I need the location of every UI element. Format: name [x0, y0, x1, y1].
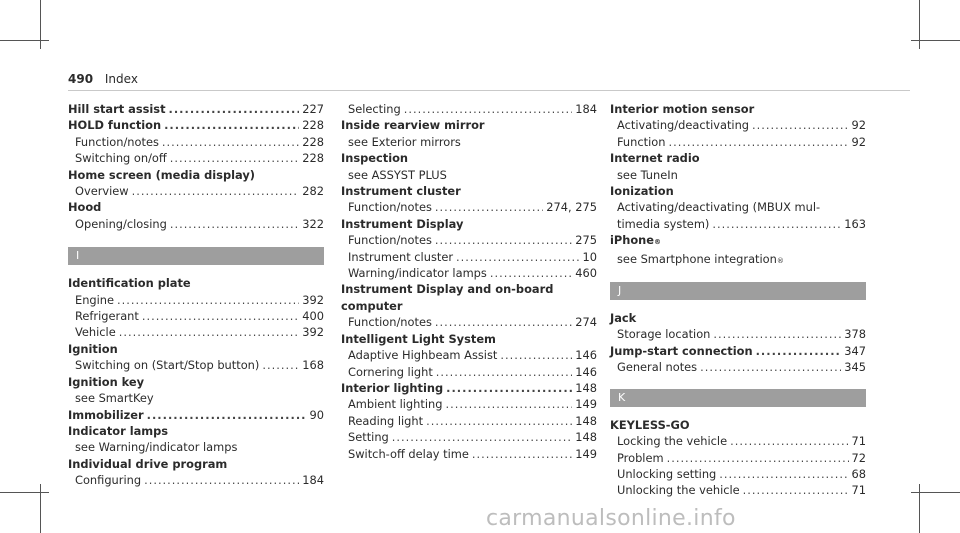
index-entry [68, 456, 324, 489]
page-ref: 274 [575, 315, 597, 330]
subentry-line [348, 232, 597, 248]
index-entry [341, 101, 597, 117]
page-ref: 400 [302, 309, 324, 324]
heading-line [610, 232, 866, 250]
index-subentry [341, 396, 597, 412]
index-entry [610, 310, 866, 343]
dot-leader [262, 357, 299, 373]
heading-line [341, 216, 597, 232]
index-heading [341, 216, 597, 232]
entry-text: Reading light [348, 413, 424, 428]
index-heading [610, 343, 866, 359]
index-subentry [610, 117, 866, 133]
entry-text: Hood [68, 200, 102, 215]
index-entry [68, 199, 324, 232]
dot-leader [164, 117, 299, 133]
index-subentry [341, 364, 597, 380]
subentry-line [348, 134, 597, 150]
entry-text: Unlocking the vehicle [617, 483, 740, 498]
subentry-line [75, 357, 324, 373]
page-ref: 149 [575, 397, 597, 412]
index-subentry [610, 450, 866, 466]
index-heading [341, 331, 597, 347]
index-subentry [341, 347, 597, 363]
heading-line [341, 331, 597, 347]
index-entry [341, 380, 597, 462]
index-subentry [341, 429, 597, 445]
heading-line [68, 275, 324, 291]
index-subentry [610, 359, 866, 375]
dot-leader [472, 446, 572, 462]
index-subentry [341, 314, 597, 330]
subentry-line [348, 101, 597, 117]
crop-mark [911, 492, 960, 493]
page-ref: 392 [302, 292, 324, 307]
page-number: 490 [68, 72, 94, 86]
index-column-3 [610, 101, 866, 499]
entry-text: see SmartKey [75, 391, 154, 406]
index-column-2 [341, 101, 597, 462]
index-heading [610, 310, 866, 326]
crop-mark [40, 0, 41, 49]
index-heading [68, 456, 324, 472]
page-ref: 227 [302, 102, 324, 116]
dot-leader [426, 413, 572, 429]
page-ref: 148 [575, 413, 597, 428]
index-subentry [341, 446, 597, 462]
index-subentry [610, 199, 866, 215]
subentry-line [75, 439, 324, 455]
entry-text: Selecting [348, 102, 401, 116]
index-column-1 [68, 101, 324, 489]
entry-text: Activating/deactivating [617, 118, 750, 133]
index-subentry [341, 265, 597, 281]
index-subentry [610, 433, 866, 449]
index-subentry [610, 482, 866, 498]
dot-leader [435, 199, 543, 215]
page-ref: 392 [302, 325, 324, 340]
entry-text: Individual drive program [68, 456, 228, 471]
dot-leader [436, 364, 572, 380]
index-entry [341, 281, 597, 330]
page-ref: 92 [851, 118, 866, 133]
entry-text: Interior lighting [341, 380, 444, 395]
index-subentry [68, 308, 324, 324]
entry-text: Vehicle [75, 325, 116, 340]
entry-text: Ignition key [68, 374, 145, 389]
subentry-line [617, 199, 866, 215]
heading-line [68, 167, 324, 183]
subentry-line [348, 396, 597, 412]
page-ref: 228 [302, 151, 324, 166]
heading-line [341, 150, 597, 166]
index-heading [610, 183, 866, 199]
section-letter-i: I [68, 247, 324, 265]
dot-leader [162, 134, 299, 150]
entry-text: Function/notes [75, 134, 159, 149]
index-heading [610, 101, 866, 117]
dot-leader [446, 380, 572, 396]
page-ref: 148 [575, 430, 597, 445]
dot-leader [490, 265, 572, 281]
dot-leader [435, 314, 572, 330]
entry-text: Switching on (Start/Stop button) [75, 358, 260, 373]
page-ref: 92 [851, 134, 866, 149]
subentry-line [617, 482, 866, 498]
heading-line [341, 298, 597, 314]
subentry-line [75, 390, 324, 406]
heading-line [341, 117, 597, 133]
index-heading [341, 150, 597, 166]
page-ref: 146 [575, 364, 597, 379]
dot-leader [668, 134, 848, 150]
heading-line [610, 183, 866, 199]
subentry-line [617, 466, 866, 482]
dot-leader [119, 324, 300, 340]
entry-text: Function/notes [348, 233, 432, 248]
page-ref: 90 [309, 407, 324, 422]
page-ref: 68 [851, 466, 866, 481]
heading-line [68, 456, 324, 472]
index-entry [610, 232, 866, 269]
subentry-line [617, 433, 866, 449]
entry-text: Setting [348, 430, 389, 445]
entry-text: Warning/indicator lamps [348, 266, 487, 281]
subentry-line [348, 167, 597, 183]
entry-text: see Warning/indicator lamps [75, 440, 238, 455]
entry-text: Instrument Display [341, 216, 464, 231]
entry-text: see ASSYST PLUS [348, 167, 447, 182]
index-subentry [341, 249, 597, 265]
index-entry [68, 423, 324, 456]
entry-text: Storage location [617, 327, 711, 342]
entry-text: Instrument cluster [341, 184, 461, 199]
entry-text: see Smartphone integration [617, 251, 777, 266]
index-subentry [610, 466, 866, 482]
entry-text: Switching on/off [75, 151, 167, 166]
index-subentry [68, 216, 324, 232]
section-title: Index [104, 72, 138, 86]
entry-text: Intelligent Light System [341, 331, 496, 346]
heading-line [610, 343, 866, 359]
index-heading [610, 150, 866, 166]
dot-leader [719, 466, 848, 482]
index-subentry [341, 413, 597, 429]
dot-leader [147, 407, 307, 423]
page-ref: 347 [844, 343, 866, 358]
dot-leader [713, 326, 841, 342]
subentry-line [348, 446, 597, 462]
entry-text: Ignition [68, 341, 118, 356]
entry-text: Function [617, 134, 666, 149]
index-subentry [341, 134, 597, 150]
entry-text: Ionization [610, 184, 674, 199]
dot-leader [117, 292, 299, 308]
index-subentry [341, 199, 597, 215]
index-heading [68, 275, 324, 291]
entry-text: KEYLESS-GO [610, 417, 690, 432]
page-ref: 460 [575, 266, 597, 281]
entry-text: Unlocking setting [617, 466, 717, 481]
page-ref: 282 [302, 184, 324, 199]
heading-line [68, 423, 324, 439]
page-ref: 228 [302, 134, 324, 149]
entry-text: Opening/closing [75, 216, 167, 231]
subentry-line [348, 413, 597, 429]
index-heading [68, 167, 324, 183]
entry-text: Internet radio [610, 151, 700, 166]
crop-mark [911, 40, 960, 41]
subentry-line [75, 183, 324, 199]
dot-leader [404, 101, 572, 117]
subentry-line [348, 364, 597, 380]
index-subentry [341, 167, 597, 183]
crop-mark [0, 40, 49, 41]
crop-mark [919, 0, 920, 49]
dot-leader [667, 450, 849, 466]
heading-line [341, 183, 597, 199]
subentry-line [617, 450, 866, 466]
subentry-line [617, 326, 866, 342]
dot-leader [700, 359, 841, 375]
dot-leader [730, 433, 848, 449]
registered-mark: ® [654, 238, 662, 247]
dot-leader [456, 249, 579, 265]
entry-text: Instrument Display and on-board [341, 282, 554, 297]
header-divider [68, 90, 910, 91]
index-entry [68, 101, 324, 117]
heading-line [68, 101, 324, 117]
dot-leader [392, 429, 572, 445]
index-heading [610, 232, 866, 250]
subentry-line [348, 314, 597, 330]
entry-text: Locking the vehicle [617, 434, 728, 449]
subentry-line [348, 347, 597, 363]
dot-leader [435, 232, 572, 248]
entry-text: Immobilizer [68, 407, 144, 422]
entry-text: Adaptive Highbeam Assist [348, 348, 498, 363]
index-entry [341, 150, 597, 183]
index-entry [68, 117, 324, 166]
index-subentry [341, 101, 597, 117]
heading-line [610, 310, 866, 326]
index-subentry [68, 134, 324, 150]
heading-line [341, 380, 597, 396]
dot-leader [756, 343, 842, 359]
entry-text: Problem [617, 450, 664, 465]
entry-text: Cornering light [348, 364, 433, 379]
subentry-line [617, 117, 866, 133]
index-entry [68, 341, 324, 374]
page-ref: 228 [302, 118, 324, 133]
index-heading [68, 374, 324, 390]
index-heading [341, 281, 597, 314]
entry-text: Ambient lighting [348, 397, 443, 412]
index-entry [610, 183, 866, 232]
entry-text: Jump-start connection [610, 343, 753, 358]
index-entry [610, 101, 866, 150]
entry-text: Interior motion sensor [610, 102, 755, 116]
index-subentry [610, 167, 866, 183]
index-subentry [610, 134, 866, 150]
heading-line [68, 199, 324, 215]
heading-line [610, 417, 866, 433]
heading-line [68, 341, 324, 357]
page-ref: 322 [302, 216, 324, 231]
page-ref: 71 [851, 483, 866, 498]
page-ref: 163 [844, 216, 866, 231]
index-heading [68, 117, 324, 133]
entry-text: see Exterior mirrors [348, 134, 461, 149]
entry-text: Switch-off delay time [348, 446, 469, 461]
page-ref: 275 [575, 233, 597, 248]
entry-text: Overview [75, 184, 129, 199]
dot-leader [743, 482, 849, 498]
page-ref: 184 [575, 102, 597, 116]
entry-text: Configuring [75, 473, 142, 488]
dot-leader [752, 117, 848, 133]
page-ref: 10 [582, 249, 597, 264]
section-letter-k: K [610, 389, 866, 407]
entry-text: Inside rearview mirror [341, 118, 485, 133]
subentry-line [348, 199, 597, 215]
page-ref: 149 [575, 446, 597, 461]
index-subentry [68, 150, 324, 166]
entry-text: Identification plate [68, 276, 191, 291]
index-entry [610, 150, 866, 183]
index-entry [68, 374, 324, 407]
page-ref: 345 [844, 360, 866, 375]
entry-text: Indicator lamps [68, 423, 169, 438]
index-heading [341, 380, 597, 396]
subentry-line [75, 308, 324, 324]
entry-text: General notes [617, 360, 698, 375]
dot-leader [500, 347, 572, 363]
crop-mark [0, 492, 49, 493]
index-entry [68, 275, 324, 341]
index-subentry [68, 357, 324, 373]
page-header [68, 72, 138, 86]
index-heading [341, 183, 597, 199]
dot-leader [712, 216, 841, 232]
entry-text: Function/notes [348, 315, 432, 330]
subentry-line [75, 134, 324, 150]
index-entry [610, 343, 866, 376]
heading-line [610, 150, 866, 166]
watermark: carmanualsonline.info [486, 506, 736, 531]
subentry-line [617, 216, 866, 232]
index-entry [68, 407, 324, 423]
dot-leader [445, 396, 572, 412]
index-subentry [341, 232, 597, 248]
dot-leader [170, 150, 300, 166]
index-entry [341, 216, 597, 282]
subentry-line [617, 359, 866, 375]
subentry-line [617, 251, 866, 269]
dot-leader [132, 183, 300, 199]
subentry-line [75, 324, 324, 340]
entry-text: HOLD function [68, 118, 162, 133]
entry-text: Engine [75, 292, 115, 307]
index-heading [68, 101, 324, 117]
page-ref: 168 [302, 358, 324, 373]
index-entry [341, 183, 597, 216]
subentry-line [617, 134, 866, 150]
subentry-line [617, 167, 866, 183]
page-ref: 148 [575, 380, 597, 395]
dot-leader [170, 216, 299, 232]
subentry-line [348, 249, 597, 265]
entry-text: Refrigerant [75, 309, 139, 324]
index-subentry [68, 390, 324, 406]
index-entry [610, 417, 866, 499]
page-ref: 71 [851, 434, 866, 449]
index-subentry [68, 183, 324, 199]
entry-text: Function/notes [348, 200, 432, 215]
index-subentry [68, 292, 324, 308]
index-entry [341, 117, 597, 150]
entry-text: computer [341, 298, 403, 313]
subentry-line [75, 292, 324, 308]
page-ref: 146 [575, 348, 597, 363]
entry-text: Activating/deactivating (MBUX mul- [617, 200, 821, 215]
heading-line [68, 117, 324, 133]
page-ref: 274, 275 [546, 200, 597, 215]
index-heading [68, 341, 324, 357]
subentry-line [75, 150, 324, 166]
index-subentry [610, 251, 866, 269]
heading-line [341, 281, 597, 297]
page-ref: 378 [844, 327, 866, 342]
index-heading [68, 407, 324, 423]
index-subentry [610, 326, 866, 342]
index-subentry [610, 216, 866, 232]
dot-leader [142, 308, 299, 324]
dot-leader [144, 472, 299, 488]
index-heading [68, 423, 324, 439]
subentry-line [348, 429, 597, 445]
section-letter-j: J [610, 282, 866, 300]
heading-line [68, 407, 324, 423]
subentry-line [75, 472, 324, 488]
entry-text: Home screen (media display) [68, 167, 255, 182]
entry-text: Instrument cluster [348, 249, 454, 264]
entry-text: iPhone [610, 233, 655, 248]
index-subentry [68, 324, 324, 340]
page-ref: 184 [302, 473, 324, 488]
entry-text: see TuneIn [617, 167, 678, 182]
index-entry [68, 167, 324, 200]
heading-line [68, 374, 324, 390]
dot-leader [169, 101, 300, 117]
page-ref: 72 [851, 450, 866, 465]
subentry-line [348, 265, 597, 281]
index-subentry [68, 472, 324, 488]
index-heading [610, 417, 866, 433]
index-heading [341, 117, 597, 133]
index-heading [68, 199, 324, 215]
registered-mark: ® [776, 256, 784, 265]
entry-text: Hill start assist [68, 102, 166, 116]
entry-text: Jack [610, 311, 637, 326]
index-subentry [68, 439, 324, 455]
heading-line [610, 101, 866, 117]
index-entry [341, 331, 597, 380]
entry-text: Inspection [341, 151, 409, 166]
subentry-line [75, 216, 324, 232]
entry-text: timedia system) [617, 216, 710, 231]
